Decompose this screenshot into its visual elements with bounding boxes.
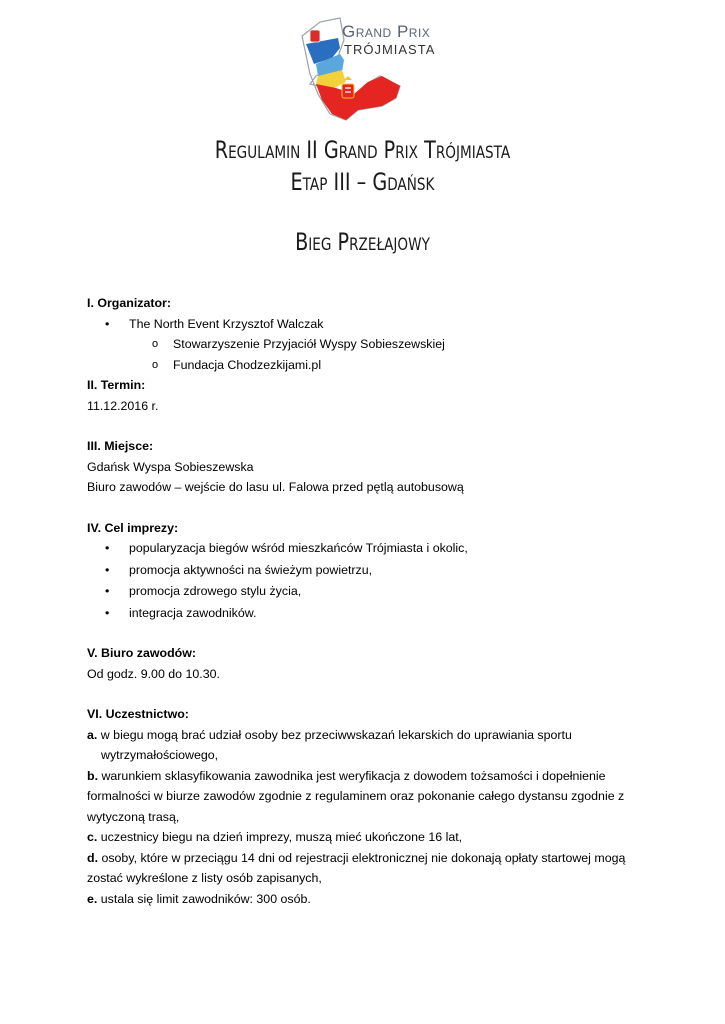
organizer-main: • The North Event Krzysztof Walczak <box>87 314 647 335</box>
organizer-sub-1: o Stowarzyszenie Przyjaciół Wyspy Sobieszewskiej <box>87 334 647 355</box>
section-heading-participation: VI. Uczestnictwo: <box>87 707 189 721</box>
participation-item-b: b. warunkiem sklasyfikowania zawodnika jest weryfikacja z dowodem tożsamości i dopełnienie <box>87 768 606 783</box>
regulations-body <box>87 293 647 909</box>
goal-item: • promocja aktywności na świeżym powietrzu, <box>87 560 647 581</box>
participation-item-b-cont: formalności w biurze zawodów zgodnie z regulaminem oraz pokonanie całego dystansu zgodnie z <box>87 789 625 803</box>
document-title: Regulamin II Grand Prix Trójmiasta <box>214 136 511 164</box>
goal-item: • integracja zawodników. <box>87 603 647 624</box>
participation-item-b-cont: wytyczoną trasą, <box>87 809 180 824</box>
office-hours: Od godz. 9.00 do 10.30. <box>87 666 220 681</box>
participation-item-c: c. uczestnicy biegu na dzień imprezy, muszą mieć ukończone 16 lat, <box>87 830 463 844</box>
participation-item-a: a. w biegu mogą brać udział osoby bez przeciwwskazań lekarskich do uprawiania sportu <box>87 727 572 742</box>
section-heading-date: II. Termin: <box>87 378 146 392</box>
participation-item-e: e. ustala się limit zawodników: 300 osób. <box>87 891 311 906</box>
document-event-type: Bieg Przełajowy <box>295 228 430 256</box>
logo-subtitle: TRÓJMIASTA <box>344 42 436 57</box>
section-heading-office: V. Biuro zawodów: <box>87 646 196 660</box>
place-line-2: Biuro zawodów – wejście do lasu ul. Falowa przed pętlą autobusową <box>87 480 464 494</box>
section-heading-goal: IV. Cel imprezy: <box>87 520 179 535</box>
goal-item: • promocja zdrowego stylu życia, <box>87 581 647 602</box>
participation-item-d-cont: zostać wykreślone z listy osób zapisanych, <box>87 871 322 885</box>
place-line-1: Gdańsk Wyspa Sobieszewska <box>87 459 254 474</box>
goal-item: • popularyzacja biegów wśród mieszkańców Trójmiasta i okolic, <box>87 538 647 559</box>
document-stage: Etap III – Gdańsk <box>290 168 435 196</box>
participation-item-a-cont: wytrzymałościowego, <box>101 748 219 762</box>
logo-title: Grand Prix <box>342 22 431 41</box>
event-date: 11.12.2016 r. <box>87 398 159 413</box>
section-heading-organizer: I. Organizator: <box>87 296 171 310</box>
organizer-sub-2: o Fundacja Chodzezkijami.pl <box>87 355 647 376</box>
section-heading-place: III. Miejsce: <box>87 439 154 453</box>
participation-item-d: d. osoby, które w przeciągu 14 dni od rejestracji elektronicznej nie dokonają opłaty startowej mogą <box>87 850 626 865</box>
